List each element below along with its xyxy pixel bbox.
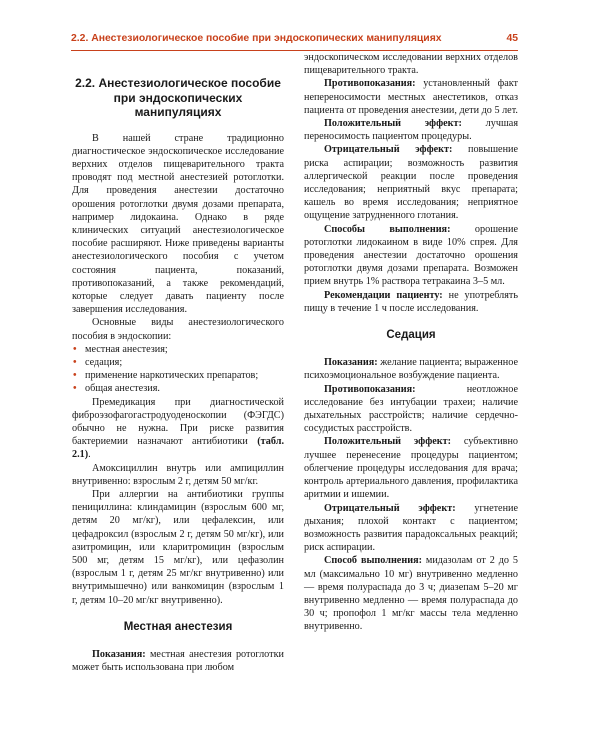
- list-item: • общая анестезия.: [85, 382, 284, 395]
- running-title: 2.2. Анестезиологическое пособие при эндоскопических манипуляциях: [71, 33, 442, 44]
- subsection-heading: Местная анестезия: [123, 620, 233, 633]
- page-number: 45: [506, 33, 518, 44]
- term-label: Противопоказания:: [324, 78, 416, 90]
- term-label: Показания:: [324, 357, 378, 369]
- running-header: [71, 30, 518, 50]
- term-label: Отрицательный эффект:: [324, 144, 453, 156]
- list-item: • седация;: [85, 356, 284, 369]
- left-column: [72, 58, 284, 674]
- list-item: • местная анестезия;: [85, 343, 284, 356]
- paragraph: [304, 289, 518, 315]
- paragraph-text: .: [88, 449, 91, 461]
- term-label: Отрицательный эффект:: [324, 502, 456, 514]
- term-label: Рекомендации пациенту:: [324, 289, 443, 301]
- paragraph: [304, 435, 518, 501]
- paragraph: Амоксициллин внутрь или ампициллин внутривенно: взрослым 2 г, детям 50 мг/кг.: [72, 462, 284, 487]
- paragraph: [304, 356, 518, 382]
- paragraph-text: неотложное исследование без интубации трахеи; наличие дыхательных расстройств; наличие сердечно-сосудистых расстройств.: [304, 383, 518, 435]
- paragraph-text: не употреблять пищу в течение 1 ч после исследования.: [304, 289, 519, 314]
- paragraph-text: мидазолам от 2 до 5 мл (максимально 10 мг) внутривенно медленно — время полураспада до 3 ч; диазепам 5–20 мг внутривенно медленно — время полураспада до 30 ч; пропофол 1 мг/кг массы тела медленно внутривенно.: [304, 555, 518, 633]
- paragraph-text: орошение ротоглотки лидокаином в виде 10% спрея. Для проведения анестезии достаточно орошения ротоглотки двумя дозами препарата. Возможен прием внутрь 1% раствора тетракаина 3–5 мл.: [304, 223, 518, 288]
- paragraph-text: Премедикация при диагностической фиброэзофагогастродуоденоскопии (ФЭГДС) обычно не нужна. При риске развития бактериемии назначают антибиотики: [72, 396, 284, 448]
- paragraph-text: повышение риска аспирации; возможность развития аллергической реакции после проведения исследования; неприятный вкус препарата; кашель во время исследования; неприятное ощущение затрудненного глотания.: [304, 144, 518, 222]
- paragraph-text: установленный факт непереносимости местных анестетиков, отказ пациента от проведения анестезии, дети до 5 лет.: [304, 78, 518, 116]
- paragraph: [304, 77, 518, 117]
- paragraph: [304, 502, 518, 555]
- paragraph-text: субъективно лучшее перенесение процедуры пациентом; облегчение процедуры исследования для врача; контроль артериального давления, профилактика аритмии и ишемии.: [304, 436, 519, 501]
- paragraph-text: местная анестезия ротоглотки может быть использована при любом: [72, 649, 284, 674]
- term-label: Положительный эффект:: [324, 118, 462, 130]
- paragraph: [72, 396, 284, 462]
- term-label: Способы выполнения:: [324, 223, 451, 235]
- paragraph: [304, 143, 518, 222]
- paragraph: [304, 383, 518, 436]
- paragraph: [304, 554, 518, 633]
- subsection-heading: Седация: [386, 329, 436, 342]
- paragraph: [304, 117, 518, 143]
- paragraph-text: лучшая переносимость пациентом процедуры.: [304, 118, 519, 143]
- paragraph: Основные виды анестезиологического пособия в эндоскопии:: [72, 317, 284, 342]
- paragraph: [304, 223, 518, 289]
- paragraph-text: угнетение дыхания; плохой контакт с пациентом; возможность развития парадоксальных реакций; риск аспирации.: [304, 502, 518, 554]
- table-reference: (табл. 2.1): [72, 436, 284, 461]
- paragraph: эндоскопическом исследовании верхних отделов пищеварительного тракта.: [304, 52, 518, 77]
- term-label: Противопоказания:: [324, 383, 416, 395]
- list-item: • применение наркотических препаратов;: [85, 369, 284, 382]
- paragraph: [72, 648, 284, 674]
- anesthesia-types-list: [72, 343, 284, 396]
- term-label: Способ выполнения:: [324, 555, 422, 567]
- paragraph: При аллергии на антибиотики группы пенициллина: клиндамицин (взрослым 600 мг, детям 20 мг/кг), или цефалексин, или цефадроксил (взрослым 2 г, детям 50 мг/кг), или азитромицин, или кларитромицин (взрослым 500 мг, детям 15 мг/кг), или цефазолин (взрослым 1 г, детям 25 мг/кг внутривенно) или внутримышечно) или ванкомицин (взрослым 1 г, детям 10–20 мг/кг внутривенно).: [72, 488, 284, 606]
- term-label: Показания:: [92, 649, 146, 661]
- right-column: [304, 51, 518, 634]
- section-heading: 2.2. Анестезиологическое пособие при эндоскопических манипуляциях: [75, 76, 281, 119]
- paragraph: В нашей стране традиционно диагностическое эндоскопическое исследование верхних отделов пищеварительного тракта проводят под местной анестезией ротоглотки. Для проведения анестезии достаточно орошения ротоглотки двумя дозами препарата, например лидокаина. Однако в ряде клинических ситуаций анестезиологическое пособие расширяют. Ниже приведены варианты анестезиологического пособия с учетом состояния пациента, показаний, противопоказаний, а также рекомендаций, которые следует давать пациенту после завершения исследования.: [72, 132, 284, 316]
- term-label: Положительный эффект:: [324, 436, 452, 448]
- paragraph-text: желание пациента; выраженное психоэмоциональное возбуждение пациента.: [304, 357, 518, 382]
